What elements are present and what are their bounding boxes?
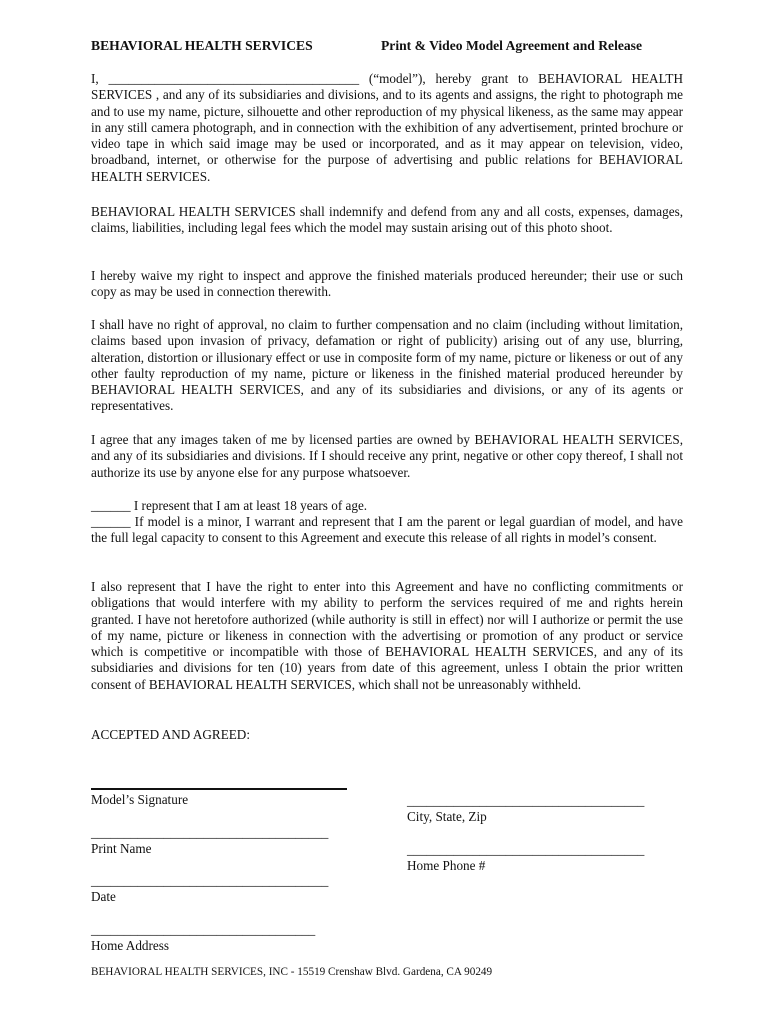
accepted-and-agreed: ACCEPTED AND AGREED: bbox=[91, 727, 250, 742]
footer-address: BEHAVIORAL HEALTH SERVICES, INC - 15519 Crenshaw Blvd. Gardena, CA 90249 bbox=[91, 966, 493, 978]
organization-name: BEHAVIORAL HEALTH SERVICES bbox=[91, 38, 313, 53]
model-signature-line bbox=[91, 788, 347, 790]
date-line: ____________________________________ bbox=[91, 873, 329, 888]
home-phone-label: Home Phone # bbox=[407, 858, 486, 873]
home-address-line: __________________________________ bbox=[91, 922, 316, 937]
date-label: Date bbox=[91, 889, 116, 904]
no-approval-paragraph: I shall have no right of approval, no claim to further compensation and no claim (including without limitation, claims based upon invasion of privacy, defamation or right of publicity) arising out of any use, blurring, alteration, distortion or illusionary effect or use in composite form of my name, picture or likeness or out of any other faulty reproduction of my name, picture or likeness in the finished material produced hereunder by BEHAVIORAL HEALTH SERVICES, and any of its subsidiaries and divisions, or any of its agents or representatives. bbox=[91, 317, 683, 414]
form-title: Print & Video Model Agreement and Release bbox=[381, 38, 643, 53]
form-header bbox=[91, 38, 691, 58]
print-name-line: ____________________________________ bbox=[91, 825, 329, 840]
minor-statement: ______ If model is a minor, I warrant and represent that I am the parent or legal guardian of model, and have the full legal capacity to consent to this Agreement and execute this release of all rights in model’s consent. bbox=[91, 514, 683, 546]
model-signature-label: Model’s Signature bbox=[91, 792, 189, 807]
indemnify-paragraph: BEHAVIORAL HEALTH SERVICES shall indemnify and defend from any and all costs, expenses, damages, claims, liabilities, including legal fees which the model may sustain arising out of this photo shoot. bbox=[91, 204, 683, 236]
age-18-statement: ______ I represent that I am at least 18 years of age. bbox=[91, 498, 368, 513]
print-name-label: Print Name bbox=[91, 841, 152, 856]
home-address-label: Home Address bbox=[91, 938, 170, 953]
represent-paragraph: I also represent that I have the right to enter into this Agreement and have no conflicting commitments or obligations that would interfere with my ability to perform the services required of me and rights herein granted. I have not heretofore authorized (while authority is still in effect) nor will I authorize or permit the use of my name, picture or likeness in connection with the advertising or promotion of any product or service which is competitive or incompatible with those of BEHAVIORAL HEALTH SERVICES, and any of its subsidiaries and divisions for ten (10) years from date of this agreement, unless I obtain the prior written consent of BEHAVIORAL HEALTH SERVICES, which shall not be unreasonably withheld. bbox=[91, 579, 683, 692]
images-paragraph: I agree that any images taken of me by licensed parties are owned by BEHAVIORAL HEALTH SERVICES, and any of its subsidiaries and divisions. If I should receive any print, negative or other copy thereof, I shall not authorize its use by anyone else for any purpose whatsoever. bbox=[91, 432, 683, 480]
waive-paragraph: I hereby waive my right to inspect and approve the finished materials produced hereunder; their use or such copy as may be used in connection therewith. bbox=[91, 268, 683, 300]
grant-paragraph: I, ______________________________________ (“model”), hereby grant to BEHAVIORAL HEALTH SERVICES , and any of its subsidiaries and divisions, and to its agents and assigns, the right to photograph me and to use my name, picture, silhouette and other reproduction of my physical likeness, as the same may appear in any still camera photograph, and in connection with the exhibition of any advertisement, printed brochure or video tape in which said image may be used or incorporated, and as it may appear on television, video, broadband, internet, or otherwise for the purpose of advertising and public relations for BEHAVIORAL HEALTH SERVICES. bbox=[91, 71, 683, 184]
city-state-zip-label: City, State, Zip bbox=[407, 809, 487, 824]
home-phone-line: ____________________________________ bbox=[407, 842, 645, 857]
city-state-zip-line: ____________________________________ bbox=[407, 793, 645, 808]
release-form bbox=[91, 38, 691, 953]
